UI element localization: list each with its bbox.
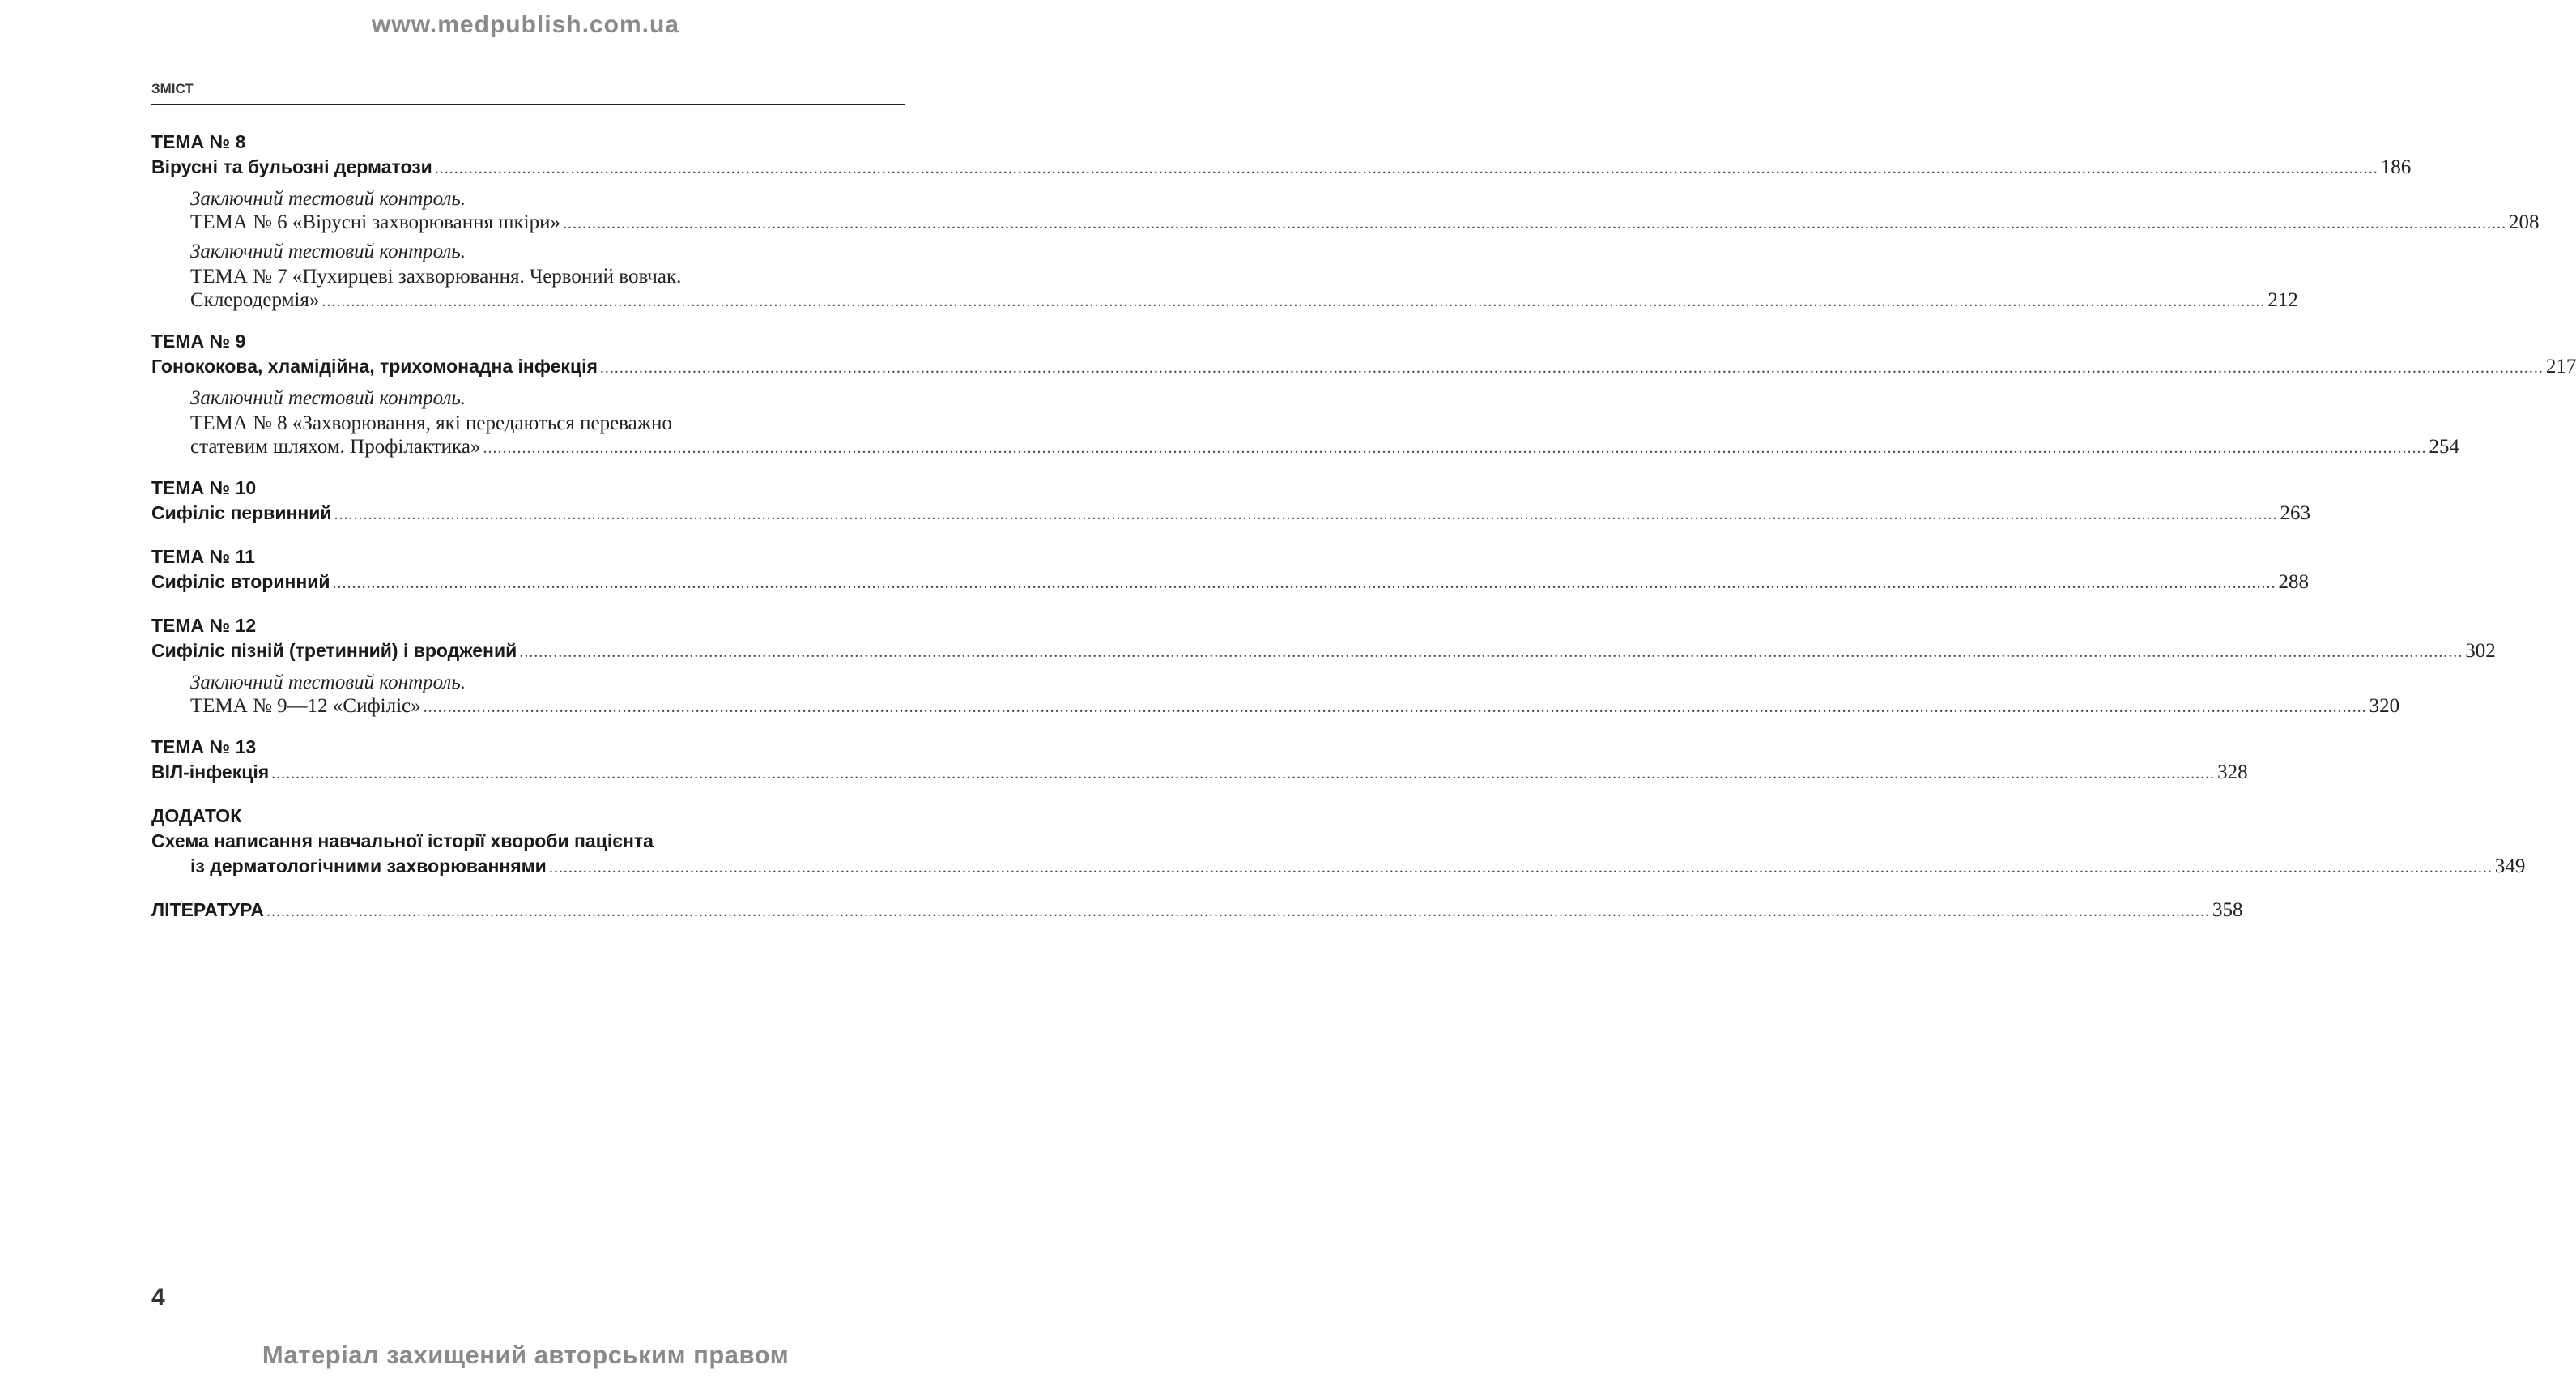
page-number-ref: 349 [2494,855,2526,877]
toc-section-literature [151,898,2243,924]
entry-title: ТЕМА № 6 «Вірусні захворювання шкіри» [190,211,560,233]
toc-section-appendix [151,804,2526,881]
section-heading: ТЕМА № 9 [151,331,246,352]
toc-entry[interactable] [151,854,2526,881]
entry-title: ВІЛ-інфекція [151,761,270,783]
toc-entry[interactable] [151,354,2576,381]
dot-leader: ................................................................................................................................................................................................................................................................................................................................................................................................................ [483,439,2427,457]
test-control-entry[interactable] [151,239,2298,312]
section-heading: ТЕМА № 13 [151,736,257,757]
section-heading: ТЕМА № 11 [151,546,255,567]
entry-title: із дерматологічними захворюваннями [190,855,547,876]
test-control-entry[interactable] [151,670,2400,718]
entry-title-line: ТЕМА № 7 «Пухирцеві захворювання. Червоний вовчак. [190,266,682,288]
toc-section-tema-13 [151,735,2248,787]
toc-entry[interactable] [151,760,2248,787]
dot-leader: ................................................................................................................................................................................................................................................................................................................................................................................................................ [321,292,2266,310]
entry-title-line: Схема написання навчальної історії хвороби пацієнта [151,830,654,851]
test-control-entry[interactable] [151,386,2459,458]
page-number-ref: 217 [2545,356,2576,377]
dot-leader: ................................................................................................................................................................................................................................................................................................................................................................................................................ [434,160,2378,177]
page-number-ref: 358 [2212,899,2243,921]
section-heading: ДОДАТОК [151,805,242,826]
dot-leader: ................................................................................................................................................................................................................................................................................................................................................................................................................ [519,643,2463,661]
dot-leader: ................................................................................................................................................................................................................................................................................................................................................................................................................ [599,359,2544,377]
entry-title: Склеродермія» [190,289,320,311]
page-number-ref: 254 [2429,436,2459,458]
copyright-watermark: Матеріал захищений авторським правом [262,1341,790,1369]
dot-leader: ................................................................................................................................................................................................................................................................................................................................................................................................................ [334,505,2278,523]
page-number-ref: 320 [2369,695,2400,717]
toc-section-tema-10 [151,476,2311,527]
test-control-label: Заключний тестовий контроль. [190,387,466,409]
toc-entry[interactable] [151,638,2496,665]
entry-title: ТЕМА № 9—12 «Сифіліс» [190,695,421,717]
toc-entry[interactable] [151,898,2243,924]
test-control-label: Заключний тестовий контроль. [190,241,466,262]
test-control-label: Заключний тестовий контроль. [190,188,466,210]
test-control-entry[interactable] [151,186,2540,234]
dot-leader: ................................................................................................................................................................................................................................................................................................................................................................................................................ [332,574,2276,592]
page-number-ref: 186 [2380,156,2412,178]
entry-title: статевим шляхом. Профілактика» [190,436,481,458]
test-control-label: Заключний тестовий контроль. [190,672,466,693]
page-number-ref: 302 [2465,640,2496,662]
section-heading: ТЕМА № 8 [151,131,246,152]
entry-title: Сифіліс первинний [151,502,332,523]
dot-leader: ................................................................................................................................................................................................................................................................................................................................................................................................................ [423,698,2367,716]
dot-leader: ................................................................................................................................................................................................................................................................................................................................................................................................................ [271,765,2216,783]
page-number-ref: 328 [2217,761,2248,783]
entry-title: Сифіліс пізній (третинний) і вроджений [151,640,517,661]
header-rule [151,104,905,105]
page-number-ref: 288 [2278,571,2310,593]
dot-leader: ................................................................................................................................................................................................................................................................................................................................................................................................................ [266,902,2210,920]
toc-entry[interactable] [151,501,2311,527]
table-of-contents [151,130,2576,941]
entry-title: Вірусні та бульозні дерматози [151,156,432,177]
page-number-ref: 212 [2267,289,2298,311]
site-url-watermark: www.medpublish.com.ua [372,11,679,38]
entry-title: ЛІТЕРАТУРА [151,899,264,920]
entry-title: Сифіліс вторинний [151,571,330,592]
toc-section-tema-11 [151,544,2310,596]
section-heading: ТЕМА № 10 [151,477,257,498]
dot-leader: ................................................................................................................................................................................................................................................................................................................................................................................................................ [548,859,2493,876]
running-head: ЗМІСТ [151,81,194,96]
dot-leader: ................................................................................................................................................................................................................................................................................................................................................................................................................ [562,215,2506,232]
toc-section-tema-12 [151,613,2496,718]
entry-title-line: ТЕМА № 8 «Захворювання, які передаються переважно [190,412,672,434]
toc-entry[interactable] [151,155,2412,181]
section-heading: ТЕМА № 12 [151,615,257,636]
toc-section-tema-8 [151,130,2540,312]
page-number-ref: 263 [2280,502,2311,524]
entry-title: Гонококова, хламідійна, трихомонадна інфекція [151,356,598,377]
page-number: 4 [151,1284,165,1311]
toc-section-tema-9 [151,329,2576,458]
toc-entry[interactable] [151,569,2310,596]
page-number-ref: 208 [2508,211,2540,233]
